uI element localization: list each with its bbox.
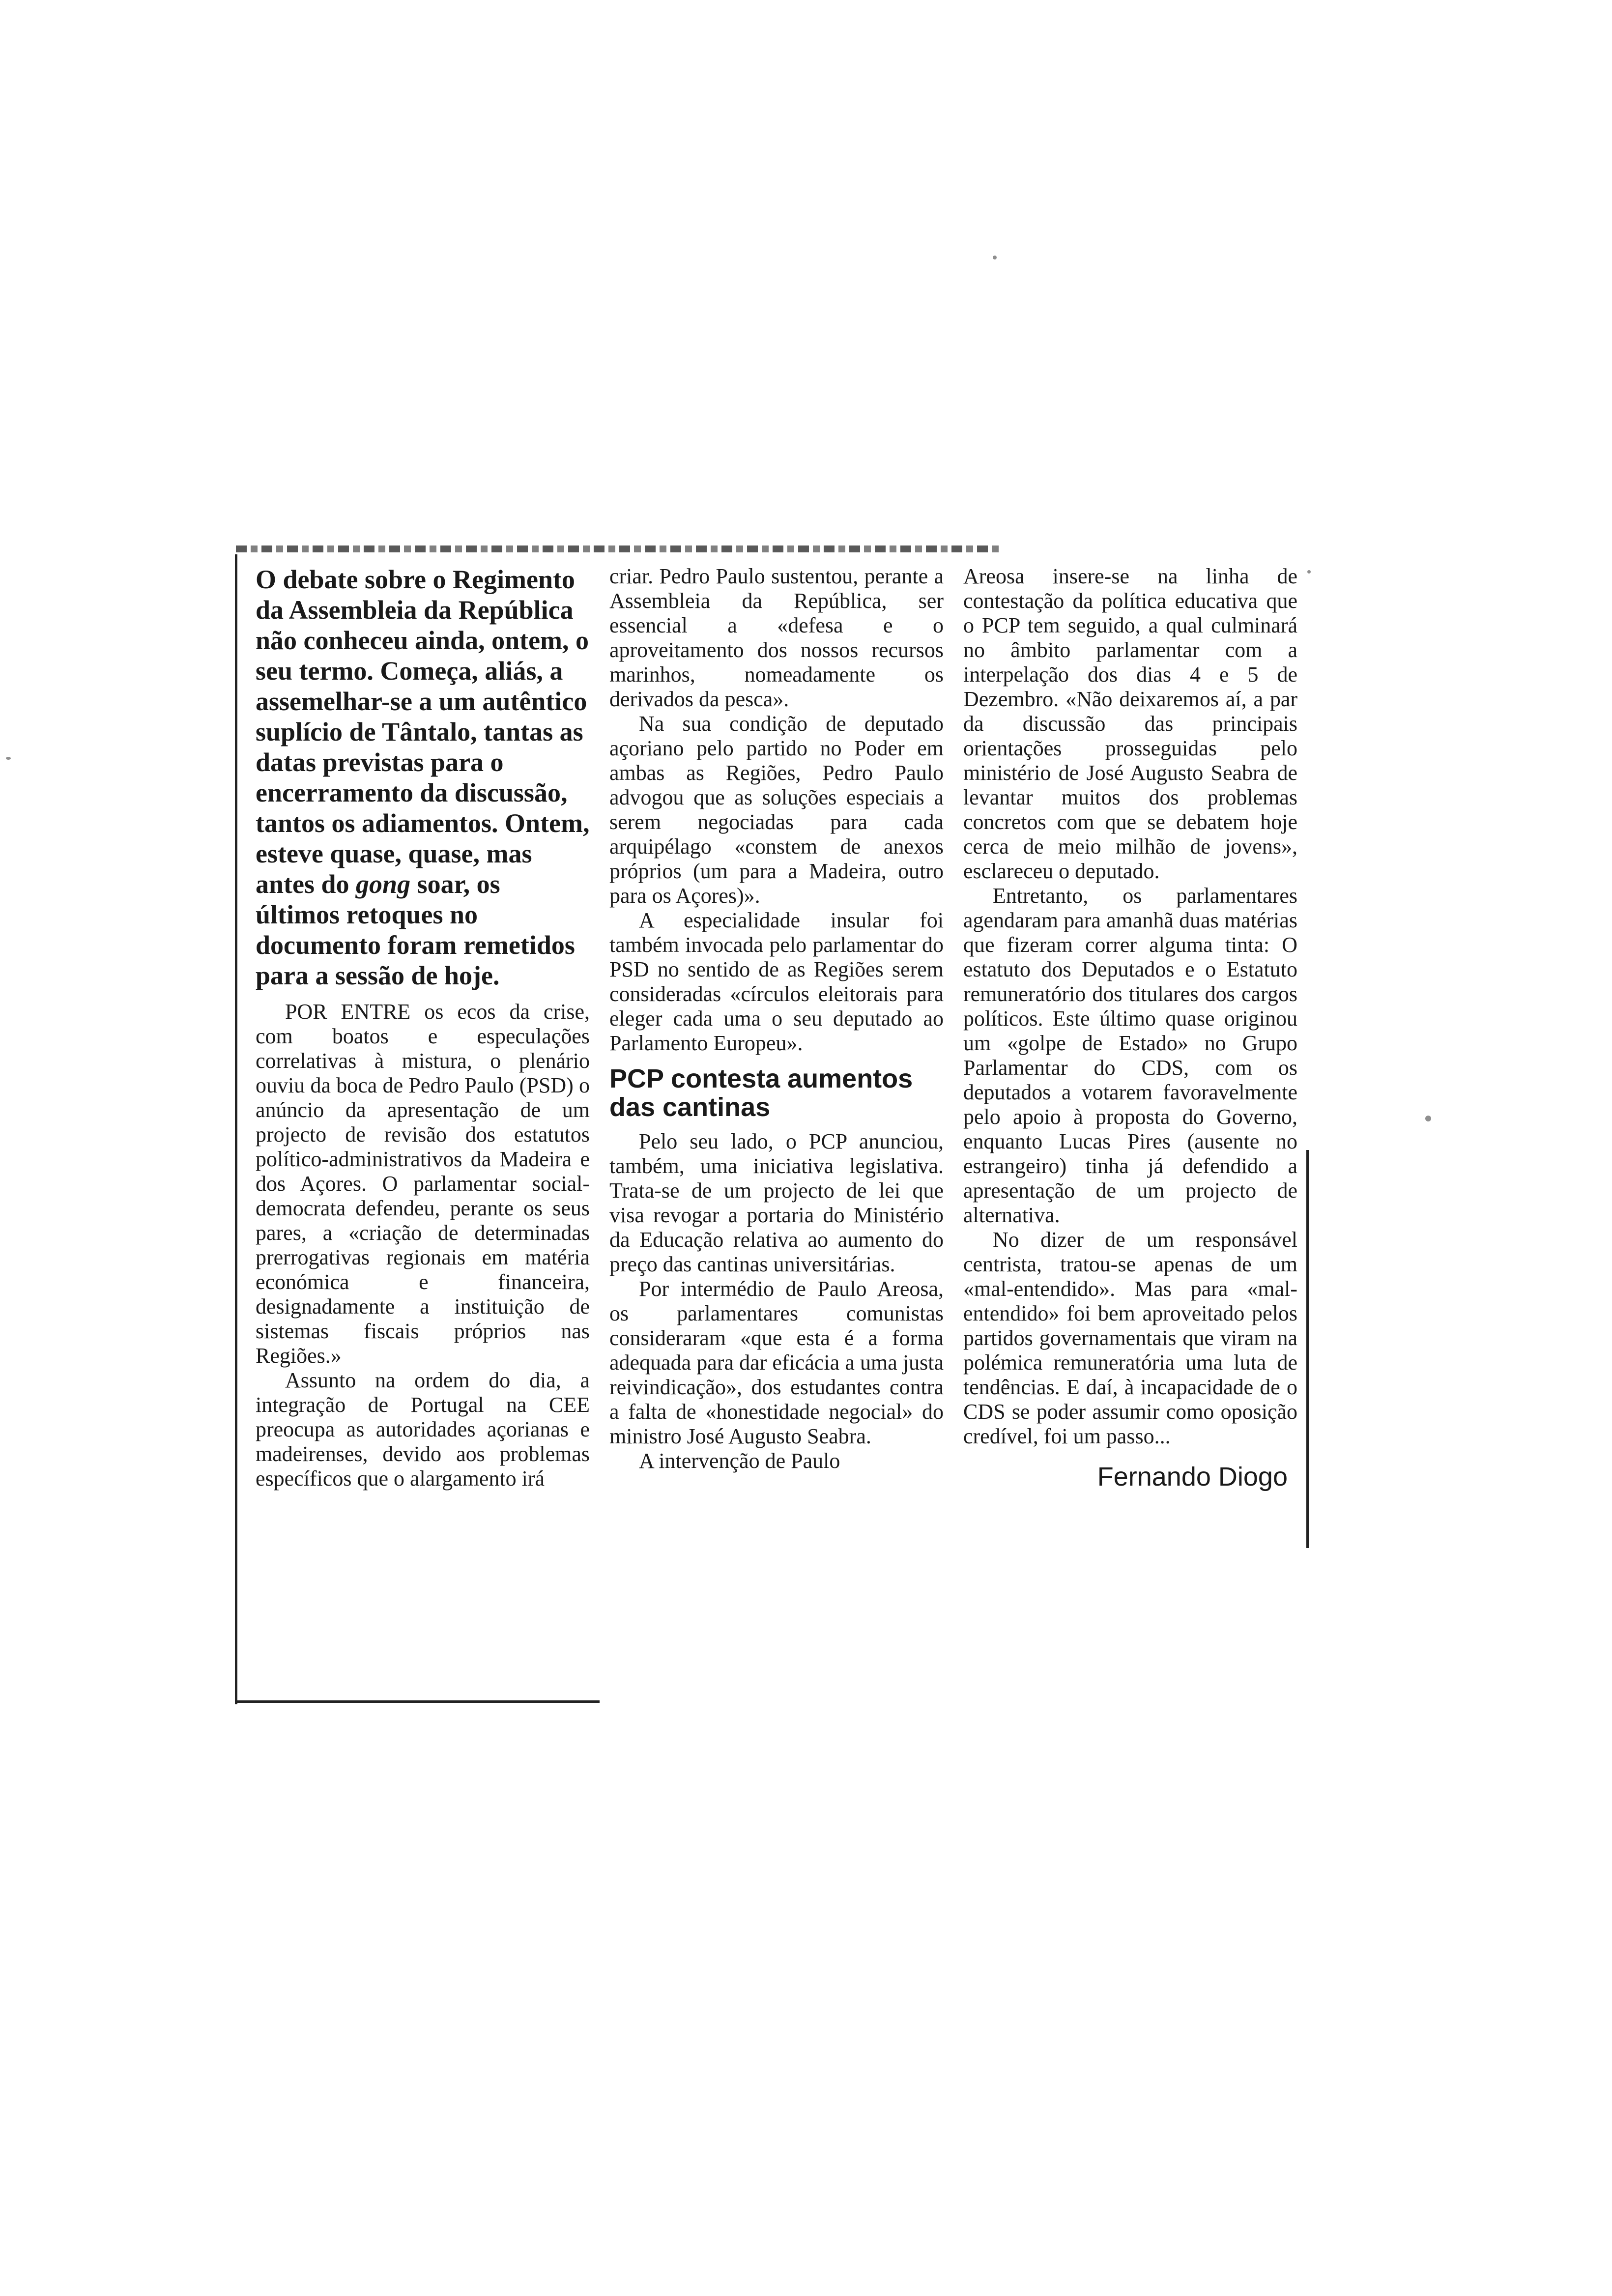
subheading: PCP contesta aumentos das cantinas — [609, 1064, 913, 1122]
lead-paragraph — [256, 564, 590, 991]
column-1 — [256, 564, 590, 1491]
body-paragraph: criar. Pedro Paulo sustentou, perante a Assembleia da República, ser essencial a «defesa e o aproveitamento dos nossos recursos marinhos, nomeadamente os derivados da pesca». — [609, 564, 944, 711]
byline: Fernando Diogo — [1097, 1462, 1288, 1492]
scan-speck — [993, 256, 997, 259]
newspaper-clipping — [231, 545, 1317, 1720]
right-rule — [1306, 1150, 1309, 1548]
body-paragraph: Por intermédio de Paulo Areosa, os parlamentares comunistas consideraram «que esta é a forma adequada para dar eficácia a uma justa reivindicação», dos estudantes contra a falta de «honestidade negocial» do ministro José Augusto Seabra. — [609, 1277, 944, 1448]
body-paragraph: Assunto na ordem do dia, a integração de Portugal na CEE preocupa as autoridades açorianas e madeirenses, devido aos problemas específicos que o alargamento irá — [256, 1368, 590, 1491]
scan-speck — [1307, 570, 1311, 574]
body-paragraph: Areosa insere-se na linha de contestação da política educativa que o PCP tem seguido, a qual culminará no âmbito parlamentar com a interpelação dos dias 4 e 5 de Dezembro. «Não deixaremos aí, a par da discussão das principais orientações prosseguidas pelo ministério de José Augusto Seabra de levantar muitos dos problemas concretos com que se debatem hoje cerca de meio milhão de jovens», esclareceu o deputado. — [963, 564, 1297, 883]
body-paragraph: A intervenção de Paulo — [639, 1449, 840, 1473]
scan-speck — [1425, 1116, 1431, 1121]
lead-text-1: O debate sobre o Regimento da Assembleia da República não conheceu ainda, ontem, o seu termo. Começa, aliás, a assemelhar-se a um autêntico suplício de Tântalo, tantas as datas previstas para o encerramento da discussão, tantos os adiamentos. Ontem, esteve quase, quase, mas antes do — [256, 565, 590, 899]
bottom-rule — [236, 1700, 600, 1703]
body-paragraph: Pelo seu lado, o PCP anunciou, também, uma iniciativa legislativa. Trata-se de um projecto de lei que visa revogar a portaria do Ministério da Educação relativa ao aumento do preço das cantinas universitárias. — [609, 1129, 944, 1276]
body-paragraph: A especialidade insular foi também invocada pelo parlamentar do PSD no sentido de as Regiões serem consideradas «círculos eleitorais para eleger cada uma o seu deputado ao Parlamento Europeu». — [609, 908, 944, 1055]
body-paragraph: Entretanto, os parlamentares agendaram para amanhã duas matérias que fizeram correr alguma tinta: O estatuto dos Deputados e o Estatuto remuneratório dos titulares dos cargos políticos. Este último quase originou um «golpe de Estado» no Grupo Parlamentar do CDS, com os deputados a votarem favoravelmente pelo apoio à proposta do Governo, enquanto Lucas Pires (ausente no estrangeiro) tinha já defendido a apresentação de um projecto de alternativa. — [963, 884, 1297, 1227]
body-paragraph: No dizer de um responsável centrista, tratou-se apenas de um «mal-entendido». Mas para «mal-entendido» foi bem aproveitado pelos partidos governamentais que viram na polémica remuneratória uma luta de tendências. E daí, à incapacidade de o CDS se poder assumir como oposição credível, foi um passo... — [963, 1228, 1297, 1448]
column-2 — [609, 564, 944, 1473]
body-paragraph: Na sua condição de deputado açoriano pelo partido no Poder em ambas as Regiões, Pedro Paulo advogou que as soluções especiais a serem negociadas para cada arquipélago «constem de anexos próprios (um para a Madeira, outro para os Açores)». — [609, 712, 944, 908]
left-rule — [235, 554, 237, 1704]
column-3 — [963, 564, 1297, 1492]
top-rule — [236, 545, 1003, 552]
lead-emphasis: gong — [356, 869, 411, 899]
lead-text-2: soar, os últimos retoques no documento foram remetidos para a sessão de hoje. — [256, 869, 575, 990]
scan-speck — [6, 757, 11, 760]
body-paragraph: POR ENTRE os ecos da crise, com boatos e especulações correlativas à mistura, o plenário ouviu da boca de Pedro Paulo (PSD) o anúncio da apresentação de um projecto de revisão dos estatutos político-administrativos da Madeira e dos Açores. O parlamentar social-democrata defendeu, perante os seus pares, a «criação de determinadas prerrogativas regionais em matéria económica e financeira, designadamente a instituição de sistemas fiscais próprios nas Regiões.» — [256, 1000, 590, 1368]
